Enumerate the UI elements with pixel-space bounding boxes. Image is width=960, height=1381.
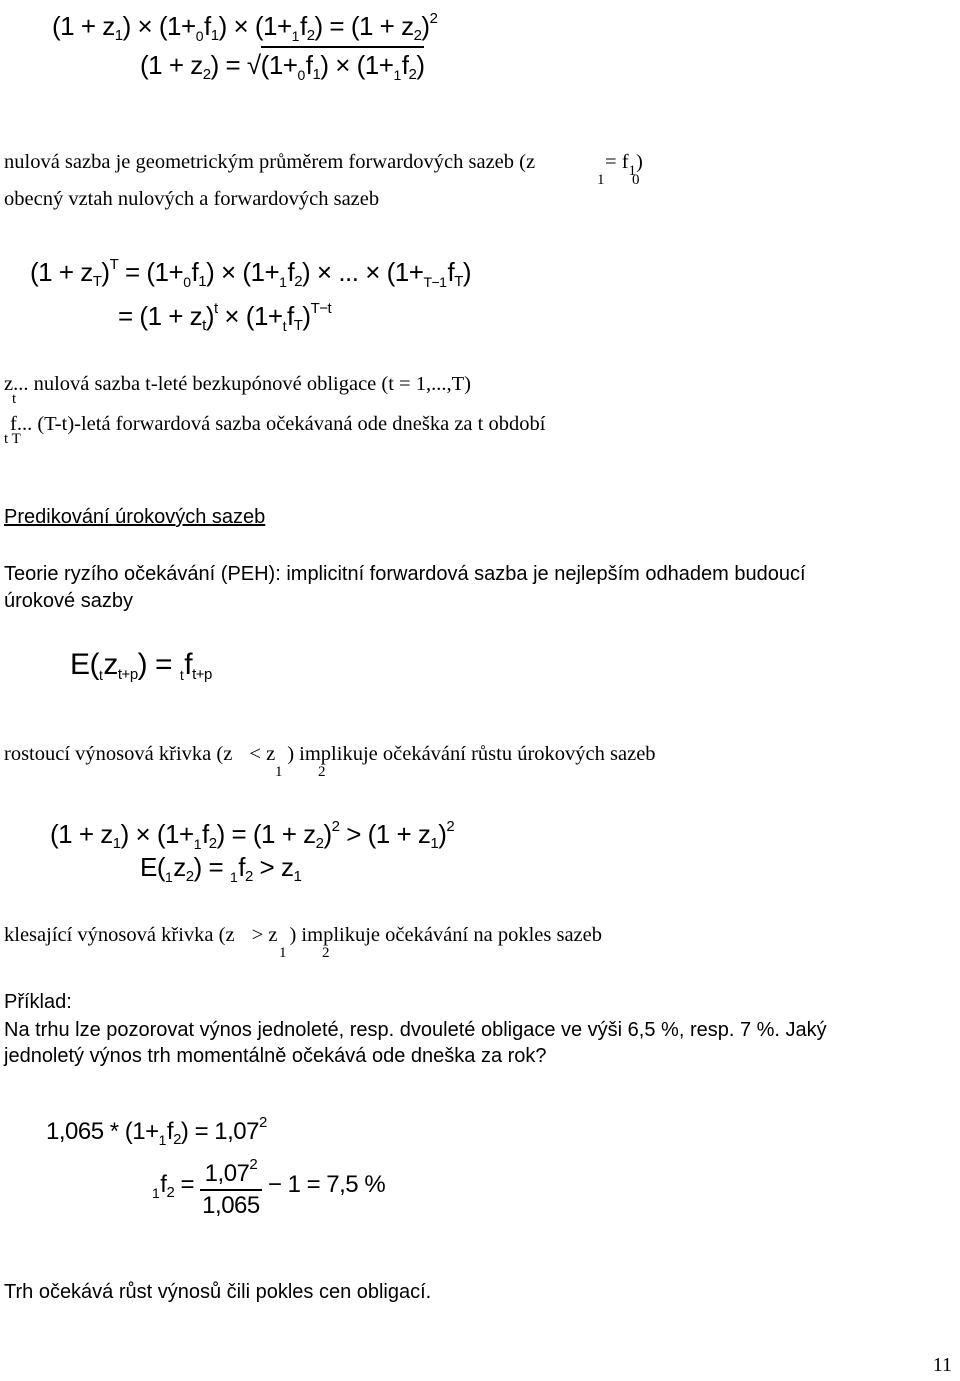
rising-curve-text: rostoucí výnosová křivka (z < z ) implikuje očekávání růstu úrokových sazeb <box>4 743 656 765</box>
falling-subscript-2: 2 <box>322 945 330 961</box>
example-result: − 1 = 7,5 % <box>261 1170 386 1198</box>
equation-geometric-mean-line1: $(1 + z_1) \times (1+_0f_1) \times (1+_1f_2) = (1 + z_2)^2$ <box>52 10 438 44</box>
equation-peh: $E(_tz_{t+p}) = _tf_{t+p}$ <box>70 648 212 683</box>
example-text-line1: Na trhu lze pozorovat výnos jednoleté, resp. dvouleté obligace ve výši 6,5 %, resp. 7 %. Jaký <box>4 1019 827 1041</box>
equation-general-line2: = $(1 + z_t)^t \times (1+_tf_T)^{T-t}$ <box>118 300 332 334</box>
definition-zt-subscript: t <box>12 391 17 407</box>
example-fraction <box>200 1150 262 1221</box>
subscript-0: 0 <box>632 172 640 188</box>
peh-text-line1: Teorie ryzího očekávání (PEH): implicitní forwardová sazba je nejlepším odhadem budoucí <box>4 563 806 585</box>
fraction-numerator: 1,07$^2$ <box>200 1150 262 1191</box>
general-relation-text: obecný vztah nulových a forwardových sazeb <box>4 188 380 210</box>
equation-example-line1: $1,065 * (1+_1f_2) = 1,07^2$ <box>46 1114 267 1148</box>
rising-subscript-2: 2 <box>318 764 326 780</box>
geometric-mean-text: nulová sazba je geometrickým průměrem forwardových sazeb (z <box>4 151 536 173</box>
equation-example-line2: $_1f_2$ = $\frac{1,07^2}{1,065}$ − 1 = 7,5 % <box>152 1150 385 1221</box>
definition-ftT-subscript: t T <box>4 431 21 447</box>
section-heading: Predikování úrokových sazeb <box>4 506 266 528</box>
example-label: Příklad: <box>4 991 72 1013</box>
subscript-1: 1 <box>597 172 605 188</box>
equation-rising-line2: $E(_1z_2) = _1f_2 > z_1$ <box>140 852 302 885</box>
page-number: 11 <box>932 1354 952 1376</box>
fraction-denominator: 1,065 <box>202 1192 260 1219</box>
definition-zt: z... nulová sazba t-leté bezkupónové obligace (t = 1,...,T) <box>4 373 471 395</box>
falling-subscript-1: 1 <box>279 945 287 961</box>
rising-subscript-1: 1 <box>275 764 283 780</box>
conclusion-text: Trh očekává růst výnosů čili pokles cen obligací. <box>4 1281 432 1303</box>
example-text-line2: jednoletý výnos trh momentálně očekává ode dneška za rok? <box>4 1045 547 1067</box>
equation-general-line1: $(1 + z_T)^T = (1+_0f_1) \times (1+_1f_2)$ × ... × $(1+_{T-1}f_T)$ <box>30 256 472 290</box>
geometric-mean-text-end: = $f_1$) <box>605 151 643 179</box>
peh-text-line2: úrokové sazby <box>4 590 133 612</box>
equation-geometric-mean-line2: $(1 + z_2) = √(1+_0f_1) \times (1+_1f_2)$ <box>140 50 424 90</box>
equation-rising-line1: $(1 + z_1) \times (1+_1f_2) = (1 + z_2)^2 > (1 + z_1)^2$ <box>50 818 455 852</box>
definition-ftT: f... (T-t)-letá forwardová sazba očekávaná ode dneška za t období <box>10 413 546 435</box>
falling-curve-text: klesající výnosová křivka (z > z ) implikuje očekávání na pokles sazeb <box>4 924 602 946</box>
